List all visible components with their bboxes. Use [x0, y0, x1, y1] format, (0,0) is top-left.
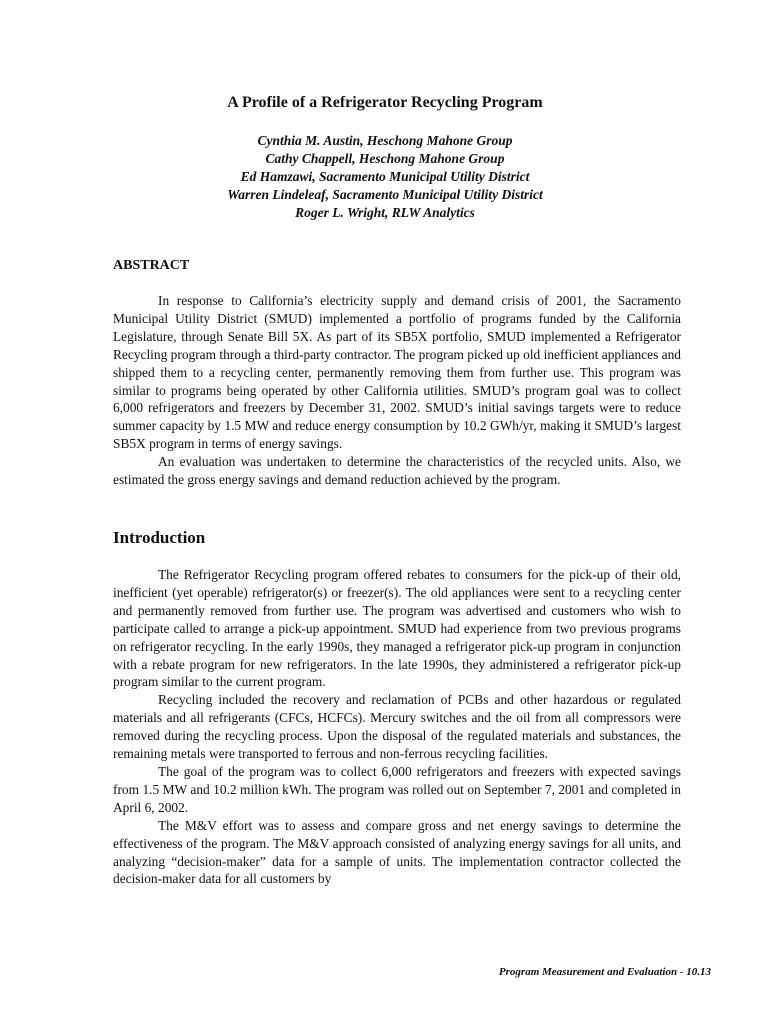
author-line: Cynthia M. Austin, Heschong Mahone Group	[257, 133, 513, 148]
abstract-paragraph: In response to California’s electricity supply and demand crisis of 2001, the Sacramento Municipal Utility District (SMUD) implemented a portfolio of programs funded by the California Legislature, through Senate Bill 5X. As part of its SB5X portfolio, SMUD implemented a Refrigerator Recycling program through a third-party contractor. The program picked up old inefficient appliances and shipped them to a recycling center, permanently removing them from further use. This program was similar to programs being operated by other California utilities. SMUD’s program goal was to collect 6,000 refrigerators and freezers by December 31, 2002. SMUD’s initial savings targets were to reduce summer capacity by 1.5 MW and reduce energy consumption by 10.2 GWh/yr, making it SMUD’s largest SB5X program in terms of energy savings.	[113, 293, 681, 452]
abstract-body	[113, 292, 681, 489]
introduction-paragraph: The goal of the program was to collect 6,000 refrigerators and freezers with expected savings from 1.5 MW and 10.2 million kWh. The program was rolled out on September 7, 2001 and completed in April 6, 2002.	[113, 763, 681, 815]
paper-title: A Profile of a Refrigerator Recycling Program	[227, 94, 543, 111]
abstract-paragraph: An evaluation was undertaken to determine the characteristics of the recycled units. Also, we estimated the gross energy savings and demand reduction achieved by the program.	[113, 454, 681, 488]
abstract-heading: ABSTRACT	[113, 258, 190, 273]
author-line: Cathy Chappell, Heschong Mahone Group	[265, 151, 505, 166]
author-line: Ed Hamzawi, Sacramento Municipal Utility District	[240, 169, 530, 184]
author-line: Roger L. Wright, RLW Analytics	[295, 205, 475, 220]
introduction-heading: Introduction	[113, 528, 206, 547]
page-footer: Program Measurement and Evaluation - 10.13	[498, 966, 711, 978]
author-list	[0, 132, 770, 222]
introduction-paragraph: The Refrigerator Recycling program offered rebates to consumers for the pick-up of their old, inefficient (yet operable) refrigerator(s) or freezer(s). The old appliances were sent to a recycling center and permanently removed from further use. The program was advertised and customers who wish to participate called to arrange a pick-up appointment. SMUD had experience from two previous programs on refrigerator recycling. In the early 1990s, they managed a refrigerator pick-up program in conjunction with a rebate program for new refrigerators. In the late 1990s, they administered a refrigerator pick-up program similar to the current program.	[113, 567, 681, 690]
introduction-paragraph: The M&V effort was to assess and compare gross and net energy savings to determine the effectiveness of the program. The M&V approach consisted of analyzing energy savings for all units, and analyzing “decision-maker” data for a sample of units. The implementation contractor collected the decision-maker data for all customers by	[113, 817, 681, 887]
introduction-paragraph: Recycling included the recovery and reclamation of PCBs and other hazardous or regulated materials and all refrigerants (CFCs, HCFCs). Mercury switches and the oil from all compressors were removed during the recycling process. Upon the disposal of the regulated materials and substances, the remaining metals were transported to ferrous and non-ferrous recycling facilities.	[113, 692, 681, 762]
author-line: Warren Lindeleaf, Sacramento Municipal Utility District	[227, 187, 543, 202]
introduction-body	[113, 566, 681, 888]
